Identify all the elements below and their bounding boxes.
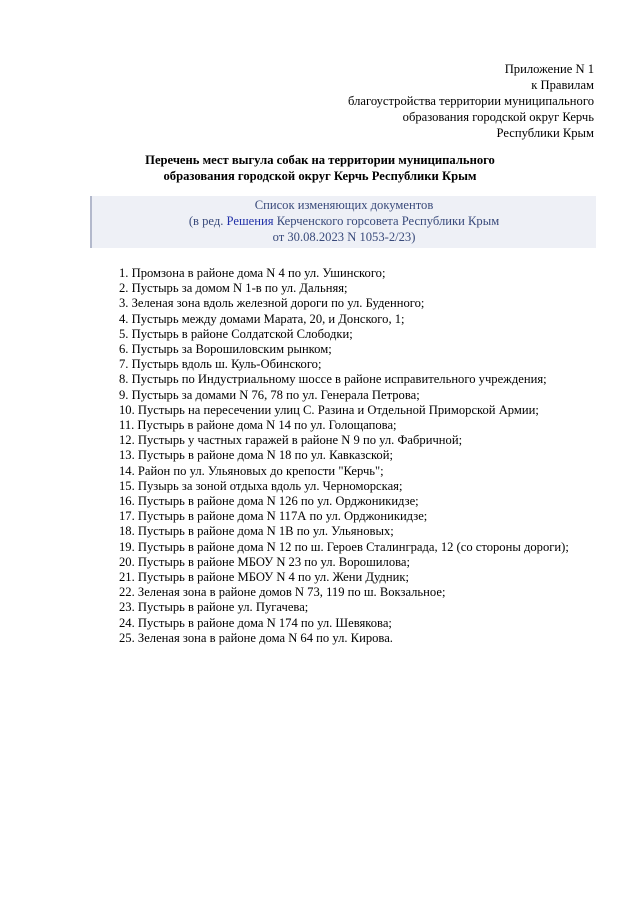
list-item: 21. Пустырь в районе МБОУ N 4 по ул. Жени Дудник; (119, 570, 409, 585)
list-item: 4. Пустырь между домами Марата, 20, и Донского, 1; (119, 311, 405, 326)
list-item: 7. Пустырь вдоль ш. Куль-Обинского; (119, 357, 322, 372)
list-item: 1. Промзона в районе дома N 4 по ул. Ушинского; (119, 266, 386, 280)
list-item: 3. Зеленая зона вдоль железной дороги по ул. Буденного; (119, 296, 425, 311)
list-item: 14. Район по ул. Ульяновых до крепости "Керчь"; (119, 463, 384, 478)
title-line: образования городской округ Керчь Республики Крым (163, 169, 477, 183)
amendments-prefix: (в ред. (188, 214, 227, 228)
dog-walking-places-list (119, 266, 569, 646)
list-item: 13. Пустырь в районе дома N 18 по ул. Кавказской; (119, 448, 393, 463)
title-line: Перечень мест выгула собак на территории муниципального (145, 153, 495, 167)
appendix-line: Республики Крым (496, 126, 594, 140)
appendix-line: образования городской округ Керчь (402, 110, 594, 124)
list-item: 17. Пустырь в районе дома N 117А по ул. Орджоникидзе; (119, 509, 428, 524)
list-item: 15. Пузырь за зоной отдыха вдоль ул. Черноморская; (119, 478, 403, 493)
list-item: 18. Пустырь в районе дома N 1В по ул. Ульяновых; (119, 524, 394, 539)
list-item: 19. Пустырь в районе дома N 12 по ш. Героев Сталинграда, 12 (со стороны дороги); (119, 539, 569, 554)
list-item: 10. Пустырь на пересечении улиц С. Разина и Отдельной Приморской Армии; (119, 402, 539, 417)
list-item: 6. Пустырь за Ворошиловским рынком; (119, 342, 332, 357)
decision-link[interactable]: Решения (226, 214, 274, 228)
appendix-line: Приложение N 1 (504, 62, 594, 76)
amendments-suffix: Керченского горсовета Республики Крым (273, 214, 500, 228)
amendments-box (90, 196, 596, 248)
list-item: 24. Пустырь в районе дома N 174 по ул. Шевякова; (119, 615, 392, 630)
amendments-heading: Список изменяющих документов (254, 198, 434, 212)
list-item: 8. Пустырь по Индустриальному шоссе в районе исправительного учреждения; (119, 372, 547, 387)
list-item: 20. Пустырь в районе МБОУ N 23 по ул. Ворошилова; (119, 554, 410, 569)
list-item: 16. Пустырь в районе дома N 126 по ул. Орджоникидзе; (119, 494, 419, 509)
appendix-line: к Правилам (531, 78, 594, 92)
list-item: 2. Пустырь за домом N 1-в по ул. Дальняя; (119, 281, 348, 296)
appendix-header (348, 61, 594, 141)
amendments-date: от 30.08.2023 N 1053-2/23) (272, 230, 416, 244)
list-item: 22. Зеленая зона в районе домов N 73, 119 по ш. Вокзальное; (119, 585, 446, 600)
list-item: 9. Пустырь за домами N 76, 78 по ул. Генерала Петрова; (119, 387, 420, 402)
amendments-reference (92, 213, 596, 229)
document-title (60, 152, 580, 184)
list-item: 23. Пустырь в районе ул. Пугачева; (119, 600, 309, 615)
appendix-line: благоустройства территории муниципального (348, 94, 594, 108)
list-item: 5. Пустырь в районе Солдатской Слободки; (119, 326, 353, 341)
list-item: 12. Пустырь у частных гаражей в районе N 9 по ул. Фабричной; (119, 433, 463, 448)
list-item: 11. Пустырь в районе дома N 14 по ул. Голощапова; (119, 418, 397, 433)
list-item: 25. Зеленая зона в районе дома N 64 по ул. Кирова. (119, 630, 393, 645)
